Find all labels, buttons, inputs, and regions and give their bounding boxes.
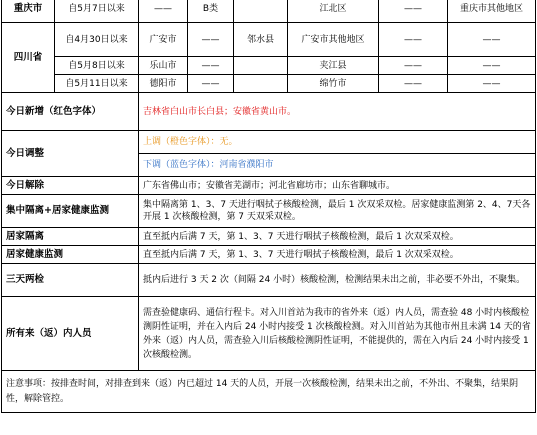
region-cell: 重庆市 <box>2 0 55 23</box>
adjust-up-text: 上调（橙色字体）：无。 <box>139 131 536 154</box>
district-cell: B类 <box>188 0 234 23</box>
table-row <box>2 264 536 297</box>
table-row <box>2 177 536 195</box>
lift-label: 今日解除 <box>2 177 139 195</box>
city-cell: 广安市 <box>139 23 188 57</box>
dash-cell: —— <box>379 75 448 93</box>
note-cell: —— <box>448 75 536 93</box>
area-cell: 绵竹市 <box>288 75 379 93</box>
region-table <box>1 0 536 93</box>
table-row <box>2 75 536 93</box>
table-row <box>2 195 536 228</box>
three-days-label: 三天两检 <box>2 264 139 297</box>
table-row <box>2 246 536 264</box>
table-row <box>2 131 536 154</box>
central-quarantine-label: 集中隔离+居家健康监测 <box>2 195 139 228</box>
table-row <box>2 228 536 246</box>
home-monitoring-label: 居家健康监测 <box>2 246 139 264</box>
city-cell: —— <box>139 0 188 23</box>
home-isolation-label: 居家隔离 <box>2 228 139 246</box>
county-cell <box>234 0 288 23</box>
new-today-text: 吉林省白山市长白县；安徽省黄山市。 <box>139 93 536 131</box>
note-cell: 重庆市其他地区 <box>448 0 536 23</box>
new-today-label: 今日新增（红色字体） <box>2 93 139 131</box>
three-days-text: 抵内后进行 3 天 2 次（间隔 24 小时）核酸检测，检测结果未出之前，非必要不外出，不聚集。 <box>139 264 536 297</box>
home-isolation-text: 直至抵内后满 7 天，第 1、3、7 天进行咽拭子核酸检测，最后 1 次双采双检。 <box>139 228 536 246</box>
home-monitoring-text: 直至抵内后满 7 天，第 1、3、7 天进行咽拭子核酸检测，最后 1 次双采双检。 <box>139 246 536 264</box>
note-cell: —— <box>448 23 536 57</box>
district-cell: —— <box>188 57 234 75</box>
city-cell: 乐山市 <box>139 57 188 75</box>
district-cell: —— <box>188 75 234 93</box>
area-cell: 夹江县 <box>288 57 379 75</box>
county-cell: 邻水县 <box>234 23 288 57</box>
city-cell: 德阳市 <box>139 75 188 93</box>
dash-cell: —— <box>379 0 448 23</box>
date-cell: 自5月8日以来 <box>55 57 139 75</box>
county-cell <box>234 57 288 75</box>
table-row <box>2 371 536 413</box>
date-cell: 自5月11日以来 <box>55 75 139 93</box>
table-row <box>2 93 536 131</box>
area-cell: 广安市其他地区 <box>288 23 379 57</box>
area-cell: 江北区 <box>288 0 379 23</box>
note-cell: —— <box>448 57 536 75</box>
all-arrivals-label: 所有来（返）内人员 <box>2 297 139 371</box>
date-cell: 自4月30日以来 <box>55 23 139 57</box>
policy-table <box>1 92 536 413</box>
dash-cell: —— <box>379 23 448 57</box>
notice-text: 注意事项：按排查时间，对排查到来（返）内已超过 14 天的人员，开展一次核酸检测，结果未出之前，不外出、不聚集，结果阴性，解除管控。 <box>2 371 536 413</box>
region-cell: 四川省 <box>2 23 55 93</box>
all-arrivals-text: 需查验健康码、通信行程卡。对入川首站为我市的省外来（返）内人员，需查验 48 小时内核酸检测阴性证明，并在入内后 24 小时内接受 1 次核酸检测。对入川首站为其他市州且未满 14 天的省外来（返）内人员，需查验入川后核酸检测阴性证明，不能提供的，需在入内后 24 小时内接受 1 次核酸检测。 <box>139 297 536 371</box>
table-row <box>2 297 536 371</box>
dash-cell: —— <box>379 57 448 75</box>
central-quarantine-text: 集中隔离第 1、3、7 天进行咽拭子核酸检测，最后 1 次双采双检。居家健康监测第 2、4、7天各开展 1 次核酸检测，第 7 天双采双检。 <box>139 195 536 228</box>
county-cell <box>234 75 288 93</box>
district-cell: —— <box>188 23 234 57</box>
table-row <box>2 0 536 23</box>
adjust-down-text: 下调（蓝色字体）：河南省濮阳市 <box>139 154 536 177</box>
table-row <box>2 57 536 75</box>
adjust-label: 今日调整 <box>2 131 139 177</box>
date-cell: 自5月7日以来 <box>55 0 139 23</box>
table-row <box>2 23 536 57</box>
lift-text: 广东省佛山市；安徽省芜湖市；河北省廊坊市；山东省聊城市。 <box>139 177 536 195</box>
